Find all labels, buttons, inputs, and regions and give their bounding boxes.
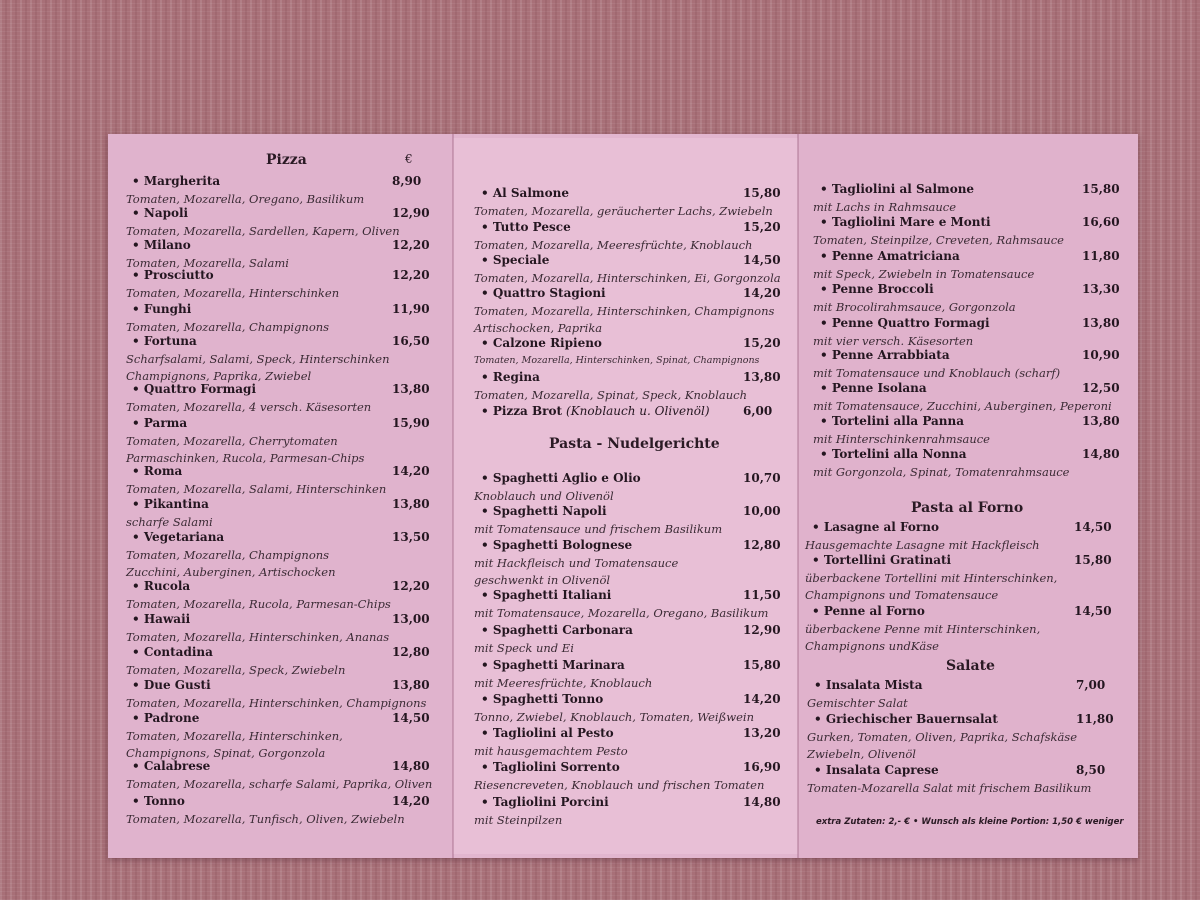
- menu-item-name-text: • Contadina: [132, 645, 213, 659]
- menu-item-description-line: mit Tomatensauce und frischem Basilikum: [474, 522, 723, 536]
- menu-item-name: [481, 538, 632, 552]
- menu-item-price: 11,80: [1082, 249, 1120, 263]
- menu-item-description: [126, 399, 371, 416]
- menu-item-price: 14,50: [1074, 520, 1112, 534]
- menu-item-name: [481, 404, 710, 418]
- menu-item-name-text: • Penne Isolana: [820, 381, 927, 395]
- menu-card: [108, 134, 1138, 858]
- menu-item-name-text: • Spaghetti Carbonara: [481, 623, 633, 637]
- menu-item-price: 12,90: [743, 623, 781, 637]
- menu-item-name-text: • Margherita: [132, 174, 221, 188]
- menu-item-price: 15,80: [1074, 553, 1112, 567]
- menu-item-description: [474, 521, 722, 538]
- menu-item-price: 14,50: [1074, 604, 1112, 618]
- menu-item-description-line: Tomaten, Mozarella, scharfe Salami, Paprika, Oliven: [126, 777, 433, 791]
- menu-item-description-line: überbackene Tortellini mit Hinterschinken,: [805, 571, 1058, 585]
- menu-item-description-line: Zucchini, Auberginen, Artischocken: [126, 564, 336, 579]
- menu-item-price: 12,90: [392, 206, 430, 220]
- menu-item-description-line: Tomaten, Mozarella, Hinterschinken, Champignons: [126, 696, 427, 710]
- menu-item-name: [481, 692, 603, 706]
- footnote: extra Zutaten: 2,- € • Wunsch als kleine Portion: 1,50 € weniger: [816, 817, 1124, 827]
- menu-item-description-line: Tomaten, Mozarella, Hinterschinken,: [126, 729, 343, 743]
- menu-item-description: [805, 537, 1040, 554]
- menu-item-description-line: mit Gorgonzola, Spinat, Tomatenrahmsauce: [813, 465, 1070, 479]
- menu-item-description-line: Tomaten, Mozarella, Hinterschinken: [126, 286, 340, 300]
- menu-item-name-text: • Spaghetti Tonno: [481, 692, 604, 706]
- menu-item-name: [132, 711, 199, 725]
- section-title-salate: Salate: [946, 658, 995, 674]
- menu-item-name: [820, 447, 967, 461]
- menu-item-name-text: • Parma: [132, 416, 188, 430]
- menu-item-price: 14,80: [392, 759, 430, 773]
- menu-item-price: 13,80: [1082, 414, 1120, 428]
- menu-item-name: [132, 579, 190, 593]
- menu-item-description: [474, 203, 773, 220]
- menu-item-price: 14,50: [743, 253, 781, 267]
- menu-item-description: [813, 232, 1064, 249]
- menu-item-description: [807, 780, 1091, 797]
- menu-item-description: [474, 709, 754, 726]
- menu-item-description: [813, 464, 1069, 481]
- menu-item-name-text: • Lasagne al Forno: [812, 520, 939, 534]
- menu-item-name: [132, 497, 209, 511]
- menu-item-name-text: • Rucola: [132, 579, 191, 593]
- menu-item-name: [481, 253, 549, 267]
- menu-item-price: 12,80: [743, 538, 781, 552]
- menu-item-name: [132, 794, 185, 808]
- menu-item-description: [813, 365, 1060, 382]
- menu-item-name: [820, 282, 934, 296]
- menu-item-name: [481, 588, 611, 602]
- panel-pasta-salate: [798, 134, 1138, 858]
- menu-item-name: [481, 286, 606, 300]
- menu-item-name-text: • Pizza Brot: [481, 404, 563, 418]
- menu-item-description-line: Scharfsalami, Salami, Speck, Hinterschinken: [126, 352, 390, 366]
- menu-item-price: 14,20: [392, 794, 430, 808]
- menu-item-name: [820, 182, 974, 196]
- menu-item-description-line: Champignons, Paprika, Zwiebel: [126, 368, 312, 383]
- menu-item-price: 12,20: [392, 238, 430, 252]
- menu-item-description: [126, 695, 426, 712]
- menu-item-name: [814, 678, 922, 692]
- menu-item-name: [132, 302, 191, 316]
- menu-item-name-text: • Spaghetti Marinara: [481, 658, 625, 672]
- menu-item-description: [126, 629, 389, 646]
- menu-item-description-line: Tomaten-Mozarella Salat mit frischem Basilikum: [807, 781, 1092, 795]
- menu-item-name-text: • Quattro Stagioni: [481, 286, 606, 300]
- menu-item-price: 12,20: [392, 579, 430, 593]
- menu-item-name: [814, 712, 998, 726]
- menu-item-description-line: Tomaten, Mozarella, geräucherter Lachs, Zwiebeln: [474, 204, 773, 218]
- menu-item-description: [126, 351, 390, 384]
- menu-item-description-line: Tomaten, Mozarella, Spinat, Speck, Knoblauch: [474, 388, 747, 402]
- menu-item-price: 15,80: [743, 658, 781, 672]
- menu-item-name-text: • Quattro Formagi: [132, 382, 257, 396]
- menu-item-description-line: scharfe Salami: [126, 515, 213, 529]
- menu-item-name-text: • Penne Broccoli: [820, 282, 934, 296]
- menu-item-description-line: Tomaten, Mozarella, Salami: [126, 256, 289, 270]
- menu-item-price: 16,60: [1082, 215, 1120, 229]
- menu-item-name-text: • Tutto Pesce: [481, 220, 571, 234]
- menu-item-description-line: Tonno, Zwiebel, Knoblauch, Tomaten, Weißwein: [474, 710, 754, 724]
- section-title-pasta-al-forno: Pasta al Forno: [911, 500, 1024, 516]
- menu-item-description-line: mit Tomatensauce, Zucchini, Auberginen, Peperoni: [813, 399, 1112, 413]
- menu-item-name-text: • Insalata Mista: [814, 678, 923, 692]
- menu-item-name-text: • Tagliolini Sorrento: [481, 760, 620, 774]
- menu-item-name-text: • Spaghetti Italiani: [481, 588, 612, 602]
- menu-item-description-line: Gurken, Tomaten, Oliven, Paprika, Schafskäse: [807, 730, 1078, 744]
- menu-item-description-line: mit vier versch. Käsesorten: [813, 334, 974, 348]
- menu-item-name-text: • Tortelini alla Panna: [820, 414, 965, 428]
- menu-item-price: 12,80: [392, 645, 430, 659]
- menu-item-description: [474, 270, 781, 287]
- menu-item-name-text: • Griechischer Bauernsalat: [814, 712, 998, 726]
- menu-item-description: [474, 605, 768, 622]
- menu-item-description-line: Tomaten, Mozarella, Hinterschinken, Ananas: [126, 630, 390, 644]
- panel-pizza: [108, 134, 453, 858]
- fold-line: [797, 134, 799, 858]
- menu-item-price: 11,90: [392, 302, 430, 316]
- menu-item-description-line: Tomaten, Mozarella, 4 versch. Käsesorten: [126, 400, 372, 414]
- menu-item-name: [132, 334, 197, 348]
- menu-item-name-text: • Hawaii: [132, 612, 191, 626]
- menu-item-name-text: • Penne al Forno: [812, 604, 925, 618]
- menu-item-description: [126, 596, 391, 613]
- menu-item-name-text: • Fortuna: [132, 334, 197, 348]
- menu-item-description-line: mit Lachs in Rahmsauce: [813, 200, 956, 214]
- menu-item-price: 13,20: [743, 726, 781, 740]
- menu-item-description-line: Tomaten, Mozarella, Hinterschinken, Ei, Gorgonzola: [474, 271, 781, 285]
- menu-item-description: [813, 266, 1034, 283]
- menu-item-description: [474, 237, 752, 254]
- menu-item-name-text: • Tonno: [132, 794, 185, 808]
- menu-item-description: [813, 431, 990, 448]
- menu-item-price: 8,50: [1076, 763, 1106, 777]
- menu-item-name: [820, 316, 990, 330]
- menu-item-name: [481, 186, 569, 200]
- menu-item-price: 10,90: [1082, 348, 1120, 362]
- menu-item-description-line: Riesencreveten, Knoblauch und frischen Tomaten: [474, 778, 765, 792]
- menu-item-description-line: Tomaten, Mozarella, Tunfisch, Oliven, Zwiebeln: [126, 812, 405, 826]
- menu-item-description: [807, 695, 908, 712]
- fold-line: [452, 134, 454, 858]
- menu-item-price: 7,00: [1076, 678, 1106, 692]
- menu-item-description-line: Tomaten, Mozarella, Meeresfrüchte, Knoblauch: [474, 238, 753, 252]
- menu-item-name-text: • Al Salmone: [481, 186, 569, 200]
- menu-item-description-line: Parmaschinken, Rucola, Parmesan-Chips: [126, 450, 365, 465]
- menu-item-description: [474, 555, 678, 588]
- menu-item-price: 13,80: [1082, 316, 1120, 330]
- menu-item-description-line: Champignons, Spinat, Gorgonzola: [126, 745, 326, 760]
- menu-item-name: [481, 336, 602, 350]
- menu-item-name-text: • Roma: [132, 464, 183, 478]
- menu-item-description-line: mit Brocolirahmsauce, Gorgonzola: [813, 300, 1016, 314]
- menu-item-name: [812, 520, 939, 534]
- menu-item-price: 14,50: [392, 711, 430, 725]
- menu-item-name-text: • Spaghetti Bolognese: [481, 538, 633, 552]
- menu-item-description-line: Tomaten, Mozarella, Champignons: [126, 548, 330, 562]
- menu-item-name: [481, 795, 609, 809]
- menu-item-description-line: Hausgemachte Lasagne mit Hackfleisch: [805, 538, 1040, 552]
- menu-item-name: [481, 370, 540, 384]
- menu-item-name: [481, 658, 625, 672]
- menu-item-price: 15,80: [743, 186, 781, 200]
- menu-item-description: [126, 285, 339, 302]
- menu-item-price: 15,90: [392, 416, 430, 430]
- menu-item-description: [126, 728, 343, 761]
- menu-item-price: 16,50: [392, 334, 430, 348]
- menu-item-name-text: • Prosciutto: [132, 268, 214, 282]
- menu-item-description: [126, 514, 213, 531]
- menu-item-description: [474, 675, 652, 692]
- menu-item-name: [132, 678, 211, 692]
- menu-item-name-text: • Napoli: [132, 206, 189, 220]
- menu-item-name: [820, 381, 927, 395]
- menu-item-name: [820, 249, 960, 263]
- menu-item-name-text: • Padrone: [132, 711, 200, 725]
- menu-item-description-line: mit Tomatensauce, Mozarella, Oregano, Basilikum: [474, 606, 769, 620]
- menu-item-name-text: • Calzone Ripieno: [481, 336, 602, 350]
- menu-item-price: 15,80: [1082, 182, 1120, 196]
- menu-item-description-line: mit Speck und Ei: [474, 641, 574, 655]
- menu-item-name: [132, 382, 256, 396]
- menu-item-name: [481, 760, 620, 774]
- menu-item-description: [474, 777, 764, 794]
- menu-item-name-text: • Milano: [132, 238, 191, 252]
- menu-item-description-line: Tomaten, Mozarella, Rucola, Parmesan-Chips: [126, 597, 391, 611]
- menu-item-name: [481, 726, 614, 740]
- menu-item-description-line: mit hausgemachtem Pesto: [474, 744, 628, 758]
- menu-item-name-text: • Due Gusti: [132, 678, 211, 692]
- section-title-pizza: Pizza: [266, 152, 307, 168]
- menu-item-name: [132, 174, 220, 188]
- menu-item-name-text: • Pikantina: [132, 497, 209, 511]
- menu-item-description: [126, 547, 336, 580]
- menu-item-description-line: Tomaten, Mozarella, Cherrytomaten: [126, 434, 338, 448]
- menu-item-name-text: • Tagliolini Mare e Monti: [820, 215, 991, 229]
- menu-item-name: [132, 416, 187, 430]
- menu-item-name: [132, 612, 190, 626]
- menu-item-description-line: mit Hackfleisch und Tomatensauce: [474, 556, 679, 570]
- panel-pizza-pasta: [453, 138, 798, 854]
- menu-item-name-text: • Speciale: [481, 253, 550, 267]
- menu-item-description: [126, 662, 345, 679]
- menu-item-name-text: • Tortellini Gratinati: [812, 553, 952, 567]
- menu-item-price: 13,80: [743, 370, 781, 384]
- menu-item-name-text: • Tagliolini Porcini: [481, 795, 609, 809]
- menu-item-description: [126, 776, 432, 793]
- menu-item-name-text: • Insalata Caprese: [814, 763, 939, 777]
- menu-item-price: 14,20: [743, 286, 781, 300]
- menu-item-name: [132, 464, 182, 478]
- menu-item-description-line: Champignons undKäse: [805, 638, 939, 653]
- menu-item-price: 14,80: [743, 795, 781, 809]
- menu-item-description-line: mit Hinterschinkenrahmsauce: [813, 432, 990, 446]
- menu-item-description: [813, 398, 1112, 415]
- menu-item-description-line: überbackene Penne mit Hinterschinken,: [805, 622, 1041, 636]
- menu-item-name-text: • Regina: [481, 370, 540, 384]
- menu-item-name-text: • Penne Amatriciana: [820, 249, 960, 263]
- menu-item-description-line: Tomaten, Mozarella, Sardellen, Kapern, Oliven: [126, 224, 400, 238]
- menu-item-description: [474, 353, 759, 370]
- menu-item-price: 13,30: [1082, 282, 1120, 296]
- menu-item-description-line: Gemischter Salat: [807, 696, 908, 710]
- menu-item-price: 8,90: [392, 174, 422, 188]
- menu-item-price: 6,00: [743, 404, 773, 418]
- menu-item-price: 14,20: [743, 692, 781, 706]
- menu-item-name-text: • Calabrese: [132, 759, 211, 773]
- menu-item-price: 14,20: [392, 464, 430, 478]
- menu-item-description-line: Zwiebeln, Olivenöl: [807, 746, 916, 761]
- menu-item-description-line: Tomaten, Mozarella, Hinterschinken, Champignons: [474, 304, 775, 318]
- menu-item-name: [820, 215, 991, 229]
- menu-item-price: 13,80: [392, 497, 430, 511]
- section-title-pasta: Pasta - Nudelgerichte: [549, 436, 720, 452]
- menu-item-description: [126, 481, 386, 498]
- menu-item-price: 12,50: [1082, 381, 1120, 395]
- menu-item-name: [820, 348, 950, 362]
- menu-item-name: [481, 471, 641, 485]
- menu-item-name-text: • Spaghetti Napoli: [481, 504, 607, 518]
- menu-item-description-line: mit Speck, Zwiebeln in Tomatensauce: [813, 267, 1035, 281]
- menu-item-description-line: Tomaten, Mozarella, Hinterschinken, Spinat, Champignons: [474, 355, 760, 366]
- menu-item-name: [132, 530, 224, 544]
- menu-item-description-line: Champignons und Tomatensauce: [805, 587, 999, 602]
- menu-item-name: [132, 268, 214, 282]
- menu-item-price: 15,20: [743, 220, 781, 234]
- menu-item-description-line: Artischocken, Paprika: [474, 320, 603, 335]
- currency-symbol: €: [405, 152, 413, 166]
- menu-item-description: [474, 387, 747, 404]
- menu-item-name: [132, 206, 188, 220]
- menu-item-price: 16,90: [743, 760, 781, 774]
- menu-item-price: 14,80: [1082, 447, 1120, 461]
- menu-item-description-line: mit Meeresfrüchte, Knoblauch: [474, 676, 653, 690]
- menu-item-name-text: • Funghi: [132, 302, 192, 316]
- menu-item-price: 11,80: [1076, 712, 1114, 726]
- menu-item-description: [474, 640, 574, 657]
- menu-item-name-text: • Penne Quattro Formagi: [820, 316, 990, 330]
- menu-item-description: [474, 743, 628, 760]
- menu-item-name-text: • Spaghetti Aglio e Olio: [481, 471, 641, 485]
- menu-item-description-line: mit Steinpilzen: [474, 813, 563, 827]
- menu-item-description-line: geschwenkt in Olivenöl: [474, 572, 611, 587]
- menu-item-price: 13,80: [392, 678, 430, 692]
- menu-item-description: [474, 488, 614, 505]
- menu-item-name-text: • Penne Arrabbiata: [820, 348, 950, 362]
- menu-item-name: [481, 623, 633, 637]
- menu-item-price: 15,20: [743, 336, 781, 350]
- menu-item-price: 13,00: [392, 612, 430, 626]
- menu-item-note: (Knoblauch u. Olivenöl): [566, 404, 710, 418]
- menu-item-description: [474, 812, 562, 829]
- menu-item-name: [820, 414, 964, 428]
- menu-item-description-line: Tomaten, Mozarella, Speck, Zwiebeln: [126, 663, 346, 677]
- menu-item-name: [814, 763, 939, 777]
- menu-item-name-text: • Vegetariana: [132, 530, 225, 544]
- menu-item-description: [813, 199, 956, 216]
- menu-item-description: [474, 303, 774, 336]
- menu-item-description: [805, 570, 1057, 603]
- menu-item-description-line: Tomaten, Mozarella, Champignons: [126, 320, 330, 334]
- menu-item-name: [481, 220, 571, 234]
- menu-item-price: 11,50: [743, 588, 781, 602]
- menu-item-price: 12,20: [392, 268, 430, 282]
- menu-item-name-text: • Tortelini alla Nonna: [820, 447, 967, 461]
- menu-item-price: 13,50: [392, 530, 430, 544]
- menu-item-price: 10,70: [743, 471, 781, 485]
- menu-item-description-line: mit Tomatensauce und Knoblauch (scharf): [813, 366, 1061, 380]
- menu-item-name-text: • Tagliolini al Pesto: [481, 726, 614, 740]
- menu-item-name: [132, 645, 213, 659]
- menu-item-description: [813, 299, 1016, 316]
- menu-item-description-line: Knoblauch und Olivenöl: [474, 489, 614, 503]
- menu-item-price: 10,00: [743, 504, 781, 518]
- menu-item-description: [126, 433, 364, 466]
- menu-item-price: 13,80: [392, 382, 430, 396]
- menu-item-name: [132, 759, 210, 773]
- menu-item-name: [481, 504, 607, 518]
- menu-item-description: [805, 621, 1040, 654]
- menu-item-name-text: • Tagliolini al Salmone: [820, 182, 975, 196]
- menu-item-description: [126, 811, 405, 828]
- menu-item-description-line: Tomaten, Mozarella, Oregano, Basilikum: [126, 192, 365, 206]
- menu-item-name: [812, 553, 951, 567]
- menu-item-description: [807, 729, 1077, 762]
- menu-item-name: [132, 238, 191, 252]
- menu-item-description-line: Tomaten, Steinpilze, Creveten, Rahmsauce: [813, 233, 1064, 247]
- menu-item-description-line: Tomaten, Mozarella, Salami, Hinterschinken: [126, 482, 387, 496]
- menu-item-name: [812, 604, 925, 618]
